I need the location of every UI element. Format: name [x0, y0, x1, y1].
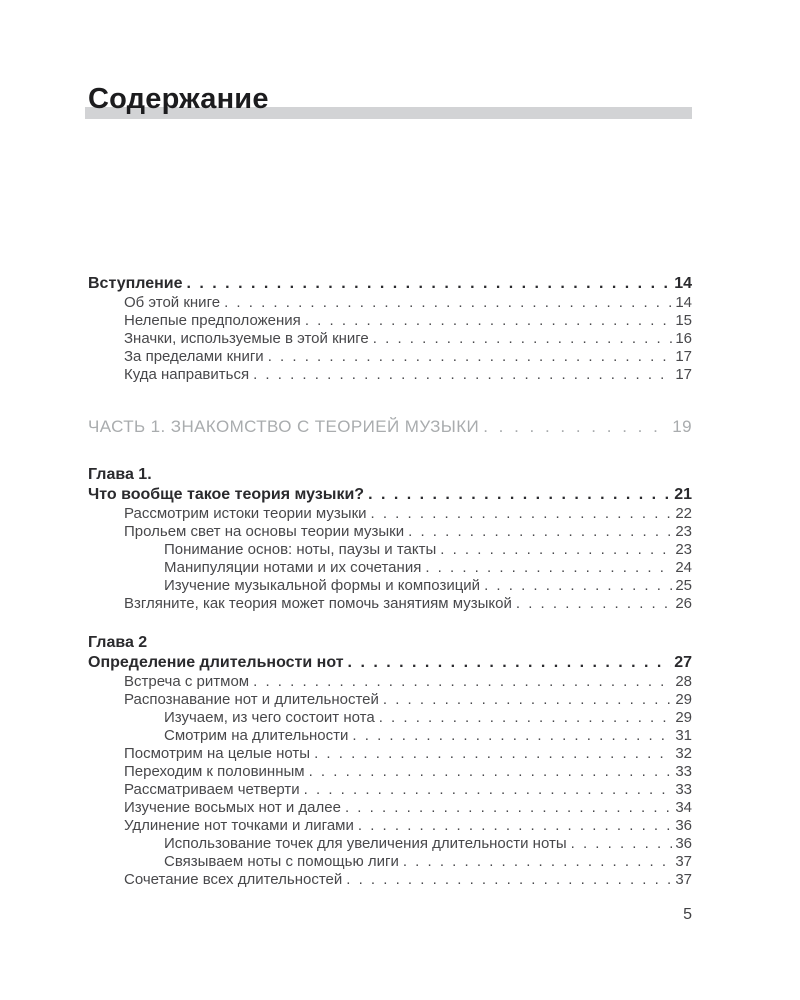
- dot-leader: [483, 416, 669, 438]
- toc-entry-page: 23: [675, 541, 692, 558]
- toc-entry-label: Встреча с ритмом: [124, 673, 250, 690]
- dot-leader: [368, 485, 671, 505]
- page-title: Содержание: [88, 83, 269, 115]
- toc-entry-page: 19: [672, 417, 692, 436]
- toc-entry-label: ЧАСТЬ 1. ЗНАКОМСТВО С ТЕОРИЕЙ МУЗЫКИ: [88, 417, 480, 436]
- toc-entry: [88, 348, 692, 366]
- dot-leader: [253, 673, 672, 691]
- toc-entry-label: Переходим к половинным: [124, 763, 305, 780]
- dot-leader: [358, 817, 672, 835]
- dot-leader: [348, 653, 672, 673]
- toc-entry: [88, 745, 692, 763]
- toc-section: [88, 465, 692, 613]
- toc-entry-page: 33: [675, 781, 692, 798]
- toc-entry: [88, 691, 692, 709]
- dot-leader: [383, 691, 672, 709]
- toc-entry: [88, 523, 692, 541]
- toc-entry-page: 14: [675, 294, 692, 311]
- toc-entry: [88, 673, 692, 691]
- toc-entry: [88, 709, 692, 727]
- folio-page-number: 5: [683, 906, 692, 923]
- dot-leader: [371, 505, 673, 523]
- toc-entry-label: Изучаем, из чего состоит нота: [164, 709, 375, 726]
- toc-entry: [88, 294, 692, 312]
- toc-entry: [88, 274, 692, 294]
- dot-leader: [268, 348, 673, 366]
- toc-entry: [88, 366, 692, 384]
- toc-entry-label: Изучение восьмых нот и далее: [124, 799, 341, 816]
- toc-entry: [88, 835, 692, 853]
- dot-leader: [346, 871, 672, 889]
- toc-entry: [88, 817, 692, 835]
- toc-entry-label: Вступление: [88, 275, 183, 292]
- toc-entry-label: Об этой книге: [124, 294, 221, 311]
- toc-entry-page: 33: [675, 763, 692, 780]
- toc-entry-page: 37: [675, 871, 692, 888]
- toc-entry-page: 25: [675, 577, 692, 594]
- toc-entry: [88, 559, 692, 577]
- toc-entry-page: 36: [675, 835, 692, 852]
- toc-entry-page: 23: [675, 523, 692, 540]
- toc-entry-label: Рассмотрим истоки теории музыки: [124, 505, 367, 522]
- toc-entry: [88, 312, 692, 330]
- table-of-contents: [88, 274, 692, 889]
- toc-entry-label: Распознавание нот и длительностей: [124, 691, 379, 708]
- toc-entry-label: За пределами книги: [124, 348, 264, 365]
- toc-section: [88, 274, 692, 384]
- toc-entry-label: Сочетание всех длительностей: [124, 871, 343, 888]
- toc-entry: [88, 871, 692, 889]
- dot-leader: [571, 835, 673, 853]
- toc-entry-page: 21: [674, 486, 692, 503]
- toc-entry-page: 15: [675, 312, 692, 329]
- dot-leader: [484, 577, 672, 595]
- dot-leader: [516, 595, 672, 613]
- toc-entry-label: Значки, используемые в этой книге: [124, 330, 369, 347]
- toc-entry-page: 27: [674, 654, 692, 671]
- toc-entry-page: 28: [675, 673, 692, 690]
- toc-entry: [88, 577, 692, 595]
- toc-entry-label: Куда направиться: [124, 366, 250, 383]
- dot-leader: [309, 763, 673, 781]
- toc-entry: [88, 330, 692, 348]
- toc-entry-page: 29: [675, 709, 692, 726]
- toc-entry-label: Смотрим на длительности: [164, 727, 349, 744]
- toc-entry: [88, 541, 692, 559]
- toc-entry-label: Использование точек для увеличения длительности ноты: [164, 835, 567, 852]
- toc-entry-label: Взгляните, как теория может помочь занятиям музыкой: [124, 595, 512, 612]
- toc-entry: [88, 485, 692, 505]
- toc-entry: [88, 763, 692, 781]
- toc-entry-page: 31: [675, 727, 692, 744]
- dot-leader: [304, 781, 673, 799]
- toc-entry-page: 36: [675, 817, 692, 834]
- toc-entry-page: 37: [675, 853, 692, 870]
- toc-entry-page: 32: [675, 745, 692, 762]
- toc-entry-label: Нелепые предположения: [124, 312, 301, 329]
- dot-leader: [314, 745, 672, 763]
- toc-section: [88, 416, 692, 438]
- title-block: [88, 85, 692, 122]
- dot-leader: [425, 559, 672, 577]
- toc-entry: [88, 727, 692, 745]
- toc-entry-label: Манипуляции нотами и их сочетания: [164, 559, 422, 576]
- toc-entry: [88, 781, 692, 799]
- toc-entry-label: Посмотрим на целые ноты: [124, 745, 311, 762]
- page-content: [88, 85, 692, 889]
- dot-leader: [379, 709, 673, 727]
- toc-entry-label: Связываем ноты с помощью лиги: [164, 853, 399, 870]
- dot-leader: [408, 523, 672, 541]
- dot-leader: [224, 294, 672, 312]
- chapter-number-heading: Глава 1.: [88, 466, 152, 483]
- dot-leader: [305, 312, 673, 330]
- toc-entry-page: 34: [675, 799, 692, 816]
- toc-entry: [88, 853, 692, 871]
- dot-leader: [352, 727, 672, 745]
- toc-entry-label: Удлинение нот точками и лигами: [124, 817, 354, 834]
- toc-entry-page: 29: [675, 691, 692, 708]
- dot-leader: [345, 799, 672, 817]
- toc-entry-page: 17: [675, 348, 692, 365]
- dot-leader: [373, 330, 673, 348]
- toc-section: [88, 633, 692, 889]
- toc-entry: [88, 799, 692, 817]
- toc-entry: [88, 595, 692, 613]
- toc-entry-label: Прольем свет на основы теории музыки: [124, 523, 405, 540]
- chapter-number-heading: Глава 2: [88, 634, 148, 651]
- toc-entry-label: Определение длительности нот: [88, 654, 344, 671]
- toc-entry: [88, 653, 692, 673]
- toc-entry-page: 17: [675, 366, 692, 383]
- toc-entry-label: Понимание основ: ноты, паузы и такты: [164, 541, 437, 558]
- toc-entry-page: 16: [675, 330, 692, 347]
- toc-entry-label: Изучение музыкальной формы и композиций: [164, 577, 481, 594]
- toc-entry: [88, 416, 692, 438]
- toc-entry: [88, 505, 692, 523]
- dot-leader: [187, 274, 672, 294]
- toc-entry-label: Рассматриваем четверти: [124, 781, 300, 798]
- dot-leader: [440, 541, 672, 559]
- toc-entry-page: 24: [675, 559, 692, 576]
- toc-entry-page: 22: [675, 505, 692, 522]
- dot-leader: [403, 853, 672, 871]
- toc-entry-page: 14: [674, 275, 692, 292]
- toc-entry-label: Что вообще такое теория музыки?: [88, 486, 365, 503]
- toc-entry-page: 26: [675, 595, 692, 612]
- dot-leader: [253, 366, 672, 384]
